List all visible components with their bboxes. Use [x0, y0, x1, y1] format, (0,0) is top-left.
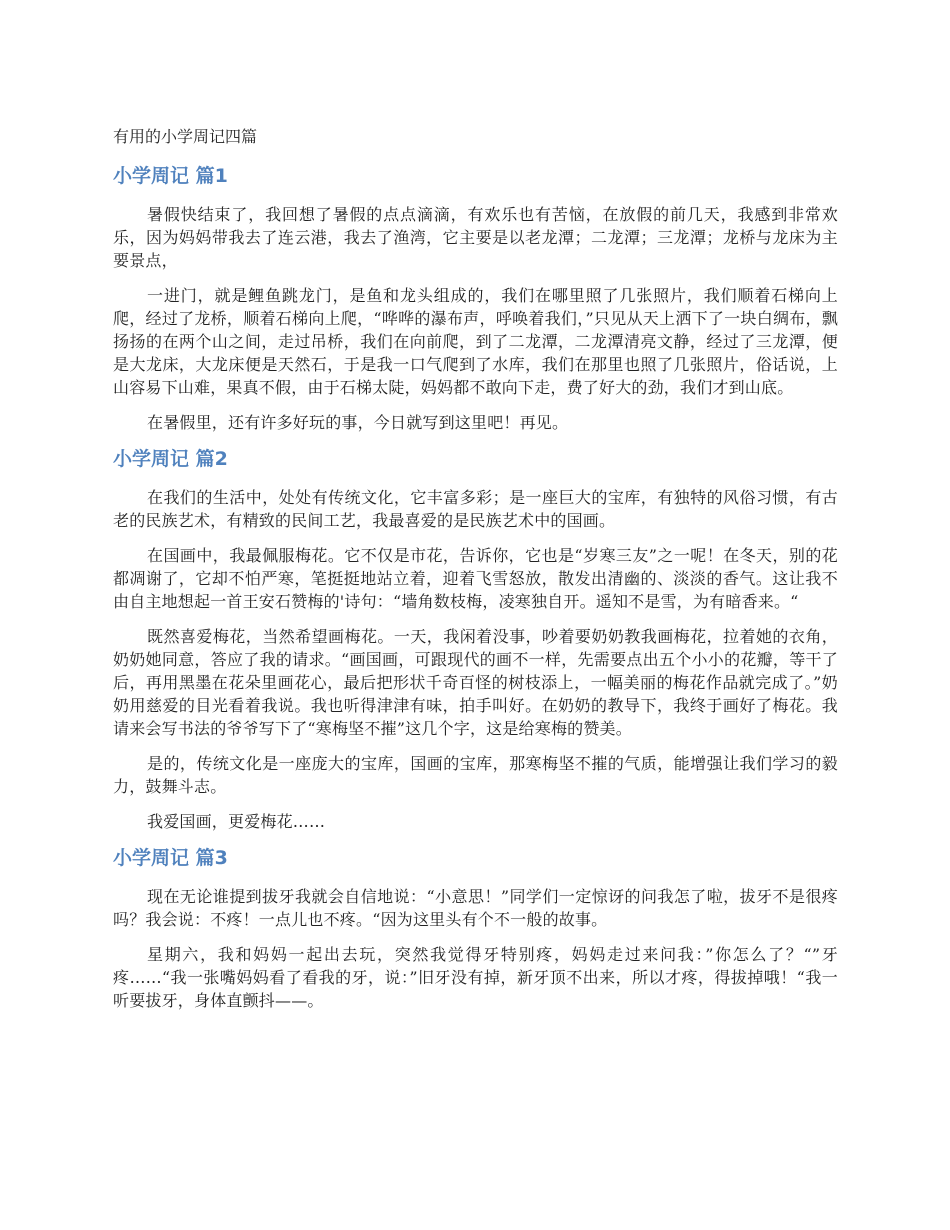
paragraph: 在国画中，我最佩服梅花。它不仅是市花，告诉你，它也是“岁寒三友”之一呢！在冬天，别的花都凋谢了，它却不怕严寒，笔挺挺地站立着，迎着飞雪怒放，散发出清幽的、淡淡的香气。这让我不由自主地想起一首王安石赞梅的'诗句：“墙角数枝梅，凌寒独自开。遥知不是雪，为有暗香来。“: [113, 546, 838, 611]
section-heading: 小学周记 篇1: [113, 165, 228, 187]
paragraph: 一进门，就是鲤鱼跳龙门，是鱼和龙头组成的，我们在哪里照了几张照片，我们顺着石梯向上爬，经过了龙桥，顺着石梯向上爬，“哗哗的瀑布声，呼唤着我们，”只见从天上洒下了一块白绸布，飘扬扬的在两个山之间，走过吊桥，我们在向前爬，到了二龙潭，二龙潭清亮文静，经过了三龙潭，便是大龙床，大龙床便是天然石，于是我一口气爬到了水库，我们在那里也照了几张照片，俗话说，上山容易下山难，果真不假，由于石梯太陡，妈妈都不敢向下走，费了好大的劲，我们才到山底。: [113, 286, 838, 397]
section-heading: 小学周记 篇2: [113, 448, 228, 470]
section-1: [113, 163, 838, 434]
paragraph: 在我们的生活中，处处有传统文化，它丰富多彩；是一座巨大的宝库，有独特的风俗习惯，有古老的民族艺术，有精致的民间工艺，我最喜爱的是民族艺术中的国画。: [113, 488, 838, 530]
paragraph: 星期六，我和妈妈一起出去玩，突然我觉得牙特别疼，妈妈走过来问我：”你怎么了？“”牙疼……“我一张嘴妈妈看了看我的牙，说：”旧牙没有掉，新牙顶不出来，所以才疼，得拔掉哦！“我一听要拔牙，身体直颤抖——。: [113, 945, 838, 1010]
section-heading: 小学周记 篇3: [113, 847, 228, 869]
paragraph: 现在无论谁提到拔牙我就会自信地说：“小意思！”同学们一定惊讶的问我怎了啦，拔牙不是很疼吗？我会说：不疼！一点儿也不疼。“因为这里头有个不一般的故事。: [113, 887, 838, 929]
document-page: [113, 125, 838, 1024]
section-3: [113, 845, 838, 1012]
section-2: [113, 446, 838, 833]
paragraph: 在暑假里，还有许多好玩的事，今日就写到这里吧！再见。: [147, 413, 569, 432]
paragraph: 既然喜爱梅花，当然希望画梅花。一天，我闲着没事，吵着要奶奶教我画梅花，拉着她的衣角，奶奶她同意，答应了我的请求。“画国画，可跟现代的画不一样，先需要点出五个小小的花瓣，等干了后，再用黑墨在花朵里画花心，最后把形状千奇百怪的树枝添上，一幅美丽的梅花作品就完成了。”奶奶用慈爱的目光看着我说。我也听得津津有味，拍手叫好。在奶奶的教导下，我终于画好了梅花。我请来会写书法的爷爷写下了“寒梅坚不摧”这几个字，这是给寒梅的赞美。: [113, 627, 838, 738]
paragraph: 暑假快结束了，我回想了暑假的点点滴滴，有欢乐也有苦恼，在放假的前几天，我感到非常欢乐，因为妈妈带我去了连云港，我去了渔湾，它主要是以老龙潭；二龙潭；三龙潭；龙桥与龙床为主要景点，: [113, 205, 838, 270]
document-title: 有用的小学周记四篇: [113, 127, 258, 146]
paragraph: 我爱国画，更爱梅花……: [147, 812, 326, 831]
paragraph: 是的，传统文化是一座庞大的宝库，国画的宝库，那寒梅坚不摧的气质，能增强让我们学习的毅力，鼓舞斗志。: [113, 754, 838, 796]
